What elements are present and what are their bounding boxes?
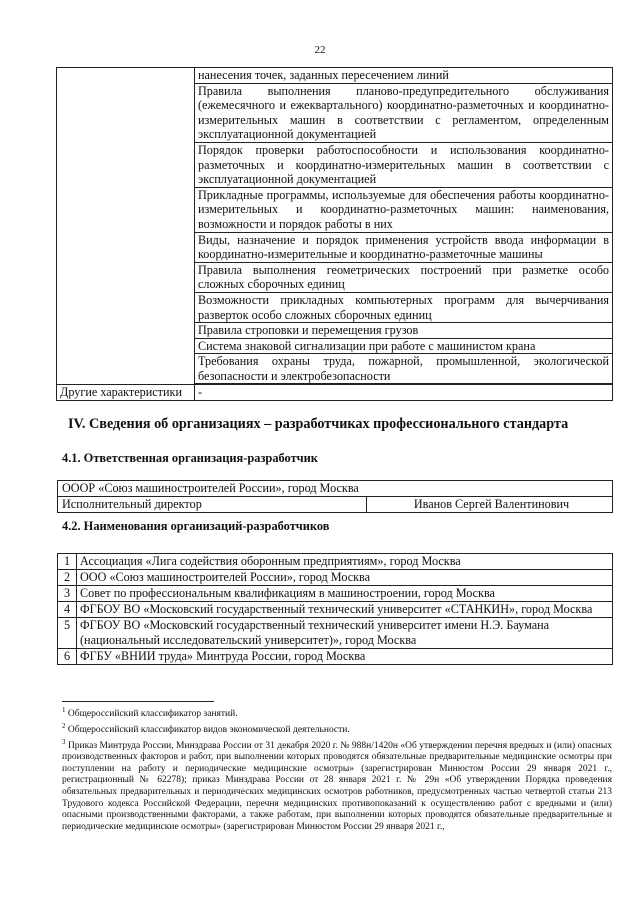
required-knowledge-label-cell xyxy=(57,68,195,385)
table-row xyxy=(58,554,613,570)
knowledge-item: Виды, назначение и порядок применения устройств ввода информации в координатно-измерительные и координатно-разметочные машины xyxy=(195,232,613,262)
footnote-text: Общероссийский классификатор видов экономической деятельности. xyxy=(67,724,350,735)
footnote xyxy=(62,721,612,737)
table-row xyxy=(58,618,613,649)
table-row xyxy=(57,385,613,401)
developer-name: ООО «Союз машиностроителей России», город Москва xyxy=(77,570,613,586)
table-row xyxy=(58,586,613,602)
knowledge-item: Правила выполнения планово-предупредительного обслуживания (ежемесячного и ежеквартального) координатно-разметочных и координатно-измерительных машин в соответствии с регламентом, определенным эксплуатационной документацией xyxy=(195,83,613,142)
developers-table xyxy=(57,553,613,665)
developer-number: 2 xyxy=(58,570,77,586)
responsible-org-name: ОООР «Союз машиностроителей России», город Москва xyxy=(58,481,613,497)
requirements-table xyxy=(56,67,613,401)
knowledge-item: Возможности прикладных компьютерных программ для вычерчивания разверток особо сложных сборочных единиц xyxy=(195,292,613,322)
table-row xyxy=(58,481,613,497)
footnote-text: Приказ Минтруда России, Минздрава России от 31 декабря 2020 г. № 988н/1420н «Об утверждении перечня вредных и (или) опасных производственных факторов и работ, при выполнении которых проводятся обязательные предварительные медицинские осмотры при поступлении на работу и периодические медицинские осмотры» (зарегистрирован Минюстом России 29 января 2021 г., регистрационный № 62278); приказ Минздрава России от 28 января 2021 г. № 29н «Об утверждении Порядка проведения обязательных предварительных и периодических медицинских осмотров работников, предусмотренных частью четвертой статьи 213 Трудового кодекса Российской Федерации, перечня медицинских противопоказаний к осуществлению работ с вредными и (или) опасными производственными факторами, а также работам, при выполнении которых проводятся обязательные предварительные и периодические медицинские осмотры» (зарегистрирован Минюстом России 29 января 2021 г., xyxy=(62,740,613,832)
developer-name: Ассоциация «Лига содействия оборонным предприятиям», город Москва xyxy=(77,554,613,570)
footnote-mark: 3 xyxy=(62,737,66,746)
developer-number: 4 xyxy=(58,602,77,618)
developer-number: 3 xyxy=(58,586,77,602)
knowledge-item: Прикладные программы, используемые для обеспечения работы координатно-измерительных и координатно-разметочных машин: наименования, возможности и порядок работы в них xyxy=(195,187,613,232)
subsection-title-responsible: 4.1. Ответственная организация-разработчик xyxy=(62,451,318,465)
page-number: 22 xyxy=(314,44,326,56)
table-row xyxy=(58,570,613,586)
developer-number: 1 xyxy=(58,554,77,570)
table-row xyxy=(58,497,613,513)
subsection-title-developers: 4.2. Наименования организаций-разработчиков xyxy=(62,519,330,533)
footnote xyxy=(62,705,612,721)
developer-number: 6 xyxy=(58,649,77,665)
footnote-mark: 1 xyxy=(62,706,66,714)
table-row xyxy=(57,68,613,84)
footnote xyxy=(62,737,612,834)
footnote-text: Общероссийский классификатор занятий. xyxy=(67,709,238,720)
developer-name: ФГБОУ ВО «Московский государственный технический университет имени Н.Э. Баумана (национальный исследовательский университет)», город Москва xyxy=(77,618,613,649)
footnotes xyxy=(62,705,612,833)
other-characteristics-label: Другие характеристики xyxy=(57,385,195,401)
developer-number: 5 xyxy=(58,618,77,649)
position-cell: Исполнительный директор xyxy=(58,497,367,513)
knowledge-item: Система знаковой сигнализации при работе с машинистом крана xyxy=(195,338,613,354)
section-title: IV. Сведения об организациях – разработчиках профессионального стандарта xyxy=(68,416,569,432)
developer-name: Совет по профессиональным квалификациям в машиностроении, город Москва xyxy=(77,586,613,602)
other-characteristics-value: - xyxy=(195,385,613,401)
footnote-divider xyxy=(62,701,214,702)
knowledge-item: Порядок проверки работоспособности и использования координатно-разметочных и координатно-измерительных машин в соответствии с эксплуатационной документацией xyxy=(195,142,613,187)
footnote-mark: 2 xyxy=(62,721,66,730)
knowledge-item: Правила выполнения геометрических построений при разметке особо сложных сборочных единиц xyxy=(195,262,613,292)
developer-name: ФГБУ «ВНИИ труда» Минтруда России, город Москва xyxy=(77,649,613,665)
knowledge-item: Правила строповки и перемещения грузов xyxy=(195,323,613,339)
table-row xyxy=(58,649,613,665)
knowledge-item: Требования охраны труда, пожарной, промышленной, экологической безопасности и электробезопасности xyxy=(195,354,613,384)
responsible-org-table xyxy=(57,480,613,513)
person-name-cell: Иванов Сергей Валентинович xyxy=(367,497,613,513)
knowledge-item: нанесения точек, заданных пересечением линий xyxy=(195,68,613,84)
table-row xyxy=(58,602,613,618)
developer-name: ФГБОУ ВО «Московский государственный технический университет «СТАНКИН», город Москва xyxy=(77,602,613,618)
